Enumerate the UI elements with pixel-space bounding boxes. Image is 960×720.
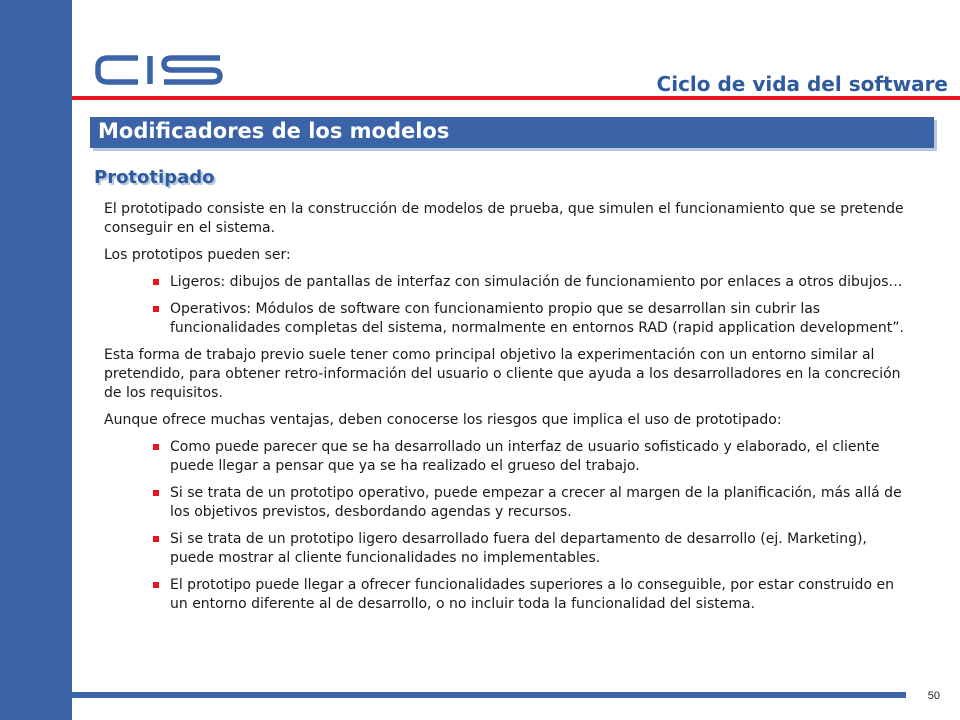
list-item-text: Si se trata de un prototipo ligero desarrollado fuera del departamento de desarrollo (ej. Marketing), puede mostrar al cliente funcionalidades no implementables. [170, 531, 867, 566]
list-item [152, 484, 904, 522]
paragraph-definition: El prototipado consiste en la construcción de modelos de prueba, que simulen el funcionamiento que se pretende conseguir en el sistema. [104, 201, 904, 236]
list-item [152, 438, 904, 476]
paragraph-types-intro: Los prototipos pueden ser: [104, 247, 291, 263]
subsection-title: Prototipado [94, 167, 215, 188]
section-banner [90, 117, 934, 148]
prototype-types-list [104, 273, 904, 338]
square-bullet-icon [153, 536, 159, 542]
paragraph-risks-intro: Aunque ofrece muchas ventajas, deben conocerse los riesgos que implica el uso de prototipado: [104, 412, 782, 428]
section-title: Modificadores de los modelos [98, 119, 450, 143]
square-bullet-icon [153, 582, 159, 588]
footer-divider [72, 692, 906, 698]
square-bullet-icon [153, 444, 159, 450]
list-item-text: Como puede parecer que se ha desarrollado un interfaz de usuario sofisticado y elaborado, el cliente puede llegar a pensar que ya se ha realizado el grueso del trabajo. [170, 439, 880, 474]
risks-list [104, 438, 904, 614]
square-bullet-icon [153, 279, 159, 285]
square-bullet-icon [153, 306, 159, 312]
list-item-text: Ligeros: dibujos de pantallas de interfaz con simulación de funcionamiento por enlaces a otros dibujos… [170, 274, 903, 290]
list-item [152, 300, 904, 338]
paragraph-objective: Esta forma de trabajo previo suele tener como principal objetivo la experimentación con un entorno similar al pretendido, para obtener retro-información del usuario o cliente que ayuda a los desarrolladores en la concreción de los requisitos. [104, 347, 901, 401]
header-title: Ciclo de vida del software [656, 72, 948, 96]
left-sidebar-bar [0, 0, 72, 720]
slide-content [104, 200, 904, 622]
list-item-text: El prototipo puede llegar a ofrecer funcionalidades superiores a lo conseguible, por estar construido en un entorno diferente al de desarrollo, o no incluir toda la funcionalidad del sistema. [170, 577, 894, 612]
square-bullet-icon [153, 490, 159, 496]
list-item [152, 273, 904, 292]
list-item [152, 576, 904, 614]
list-item [152, 530, 904, 568]
list-item-text: Si se trata de un prototipo operativo, puede empezar a crecer al margen de la planificación, más allá de los objetivos previstos, desbordando agendas y recursos. [170, 485, 902, 520]
header-divider [72, 96, 960, 100]
list-item-text: Operativos: Módulos de software con funcionamiento propio que se desarrollan sin cubrir las funcionalidades completas del sistema, normalmente en entornos RAD (rapid application development”. [170, 301, 904, 336]
page-number: 50 [927, 690, 940, 702]
cis-logo [94, 50, 224, 90]
